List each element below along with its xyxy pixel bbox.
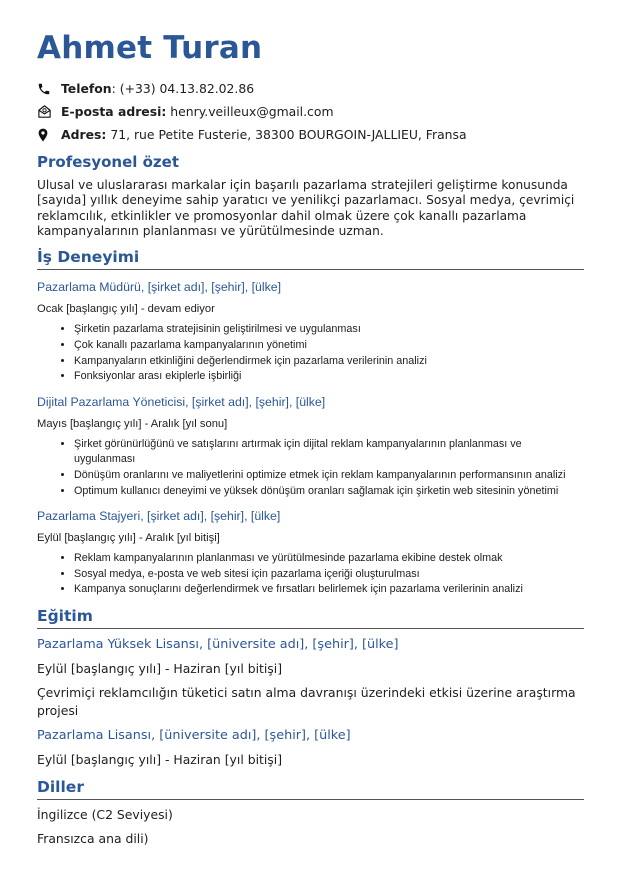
experience-heading: İş Deneyimi [37,248,140,267]
job-dates: Eylül [başlangıç yılı] - Aralık [yıl bitişi] [37,532,220,545]
location-pin-icon [37,128,61,142]
education-section-header [37,606,584,629]
education-entry [37,727,584,769]
language-item: Fransızca ana dili) [37,830,149,846]
languages-heading: Diller [37,777,84,796]
job-title: Dijital Pazarlama Yöneticisi, [şirket adı], [şehir], [ülke] [37,394,326,409]
list-item: • Şirketin pazarlama stratejisinin geliştirilmesi ve uygulanması [74,322,584,338]
education-heading: Eğitim [37,606,93,625]
language-item: İngilizce (C2 Seviyesi) [37,806,173,822]
candidate-name: Ahmet Turan [37,30,263,66]
job-dates: Ocak [başlangıç yılı] - devam ediyor [37,303,215,316]
experience-section-header [37,247,584,270]
summary-heading: Profesyonel özet [37,153,180,172]
job-dates: Mayıs [başlangıç yılı] - Aralık [yıl sonu] [37,417,228,430]
phone-separator: : [111,81,116,97]
list-item: • Kampanyaların etkinliğini değerlendirmek için pazarlama verilerinin analizi [74,354,584,370]
job-title: Pazarlama Müdürü, [şirket adı], [şehir], [ülke] [37,280,281,295]
list-item: • Şirket görünürlüğünü ve satışlarını artırmak için dijital reklam kampanyalarının planlanması ve uygulanması [74,437,584,468]
job-duties [37,551,584,598]
degree-dates: Eylül [başlangıç yılı] - Haziran [yıl bitişi] [37,751,283,767]
languages-section-header [37,777,584,800]
email-value: henry.veilleux@gmail.com [170,104,334,120]
list-item: • Dönüşüm oranlarını ve maliyetlerini optimize etmek için reklam kampanyalarının performansının analizi [74,468,584,484]
list-item: • Çok kanallı pazarlama kampanyalarının yönetimi [74,338,584,354]
contact-block [37,77,584,146]
email-label: E-posta adresi: [61,104,167,120]
degree-dates: Eylül [başlangıç yılı] - Haziran [yıl bitişi] [37,660,283,676]
degree-title: Pazarlama Yüksek Lisansı, [üniversite adı], [şehir], [ülke] [37,636,399,652]
contact-email-row [37,100,584,123]
address-label: Adres: [61,127,107,143]
job-duties [37,437,584,499]
resume-page [37,30,584,848]
phone-icon [37,82,61,96]
phone-value: (+33) 04.13.82.02.86 [119,81,255,97]
list-item: • Optimum kullanıcı deneyimi ve yüksek dönüşüm oranları sağlamak için şirketin web sitesinin yönetimi [74,484,584,500]
degree-title: Pazarlama Lisansı, [üniversite adı], [şehir], [ülke] [37,727,351,743]
list-item: • Fonksiyonlar arası ekiplerle işbirliği [74,369,584,385]
degree-project: Çevrimiçi reklamcılığın tüketici satın alma davranışı üzerindeki etkisi üzerine araştırma projesi [37,684,576,718]
summary-text: Ulusal ve uluslararası markalar için başarılı pazarlama stratejileri geliştirme konusunda [sayıda] yıllık deneyime sahip yaratıcı ve yenilikçi pazarlamacı. Sosyal medya, çevrimiçi reklamcılık, etkinlikler ve promosyonlar dahil olmak üzere çok kanallı pazarlama kampanyalarının planlanması ve yürütülmesinde uzman. [37,178,575,239]
email-icon [37,104,61,119]
list-item: • Reklam kampanyalarının planlanması ve yürütülmesinde pazarlama ekibine destek olmak [74,551,584,567]
contact-address-row [37,123,584,146]
job-entry [37,279,584,384]
job-title: Pazarlama Stajyeri, [şirket adı], [şehir], [ülke] [37,509,281,524]
list-item: • Kampanya sonuçlarını değerlendirmek ve fırsatları belirlemek için pazarlama verilerinin analizi [74,582,584,598]
list-item: • Sosyal medya, e-posta ve web sitesi için pazarlama içeriği oluşturulması [74,567,584,583]
contact-phone-row [37,77,584,100]
phone-label: Telefon [61,81,112,97]
job-entry [37,508,584,598]
education-entry [37,636,584,720]
job-duties [37,322,584,384]
address-value: 71, rue Petite Fusterie, 38300 BOURGOIN-JALLIEU, Fransa [110,127,467,143]
job-entry [37,394,584,499]
